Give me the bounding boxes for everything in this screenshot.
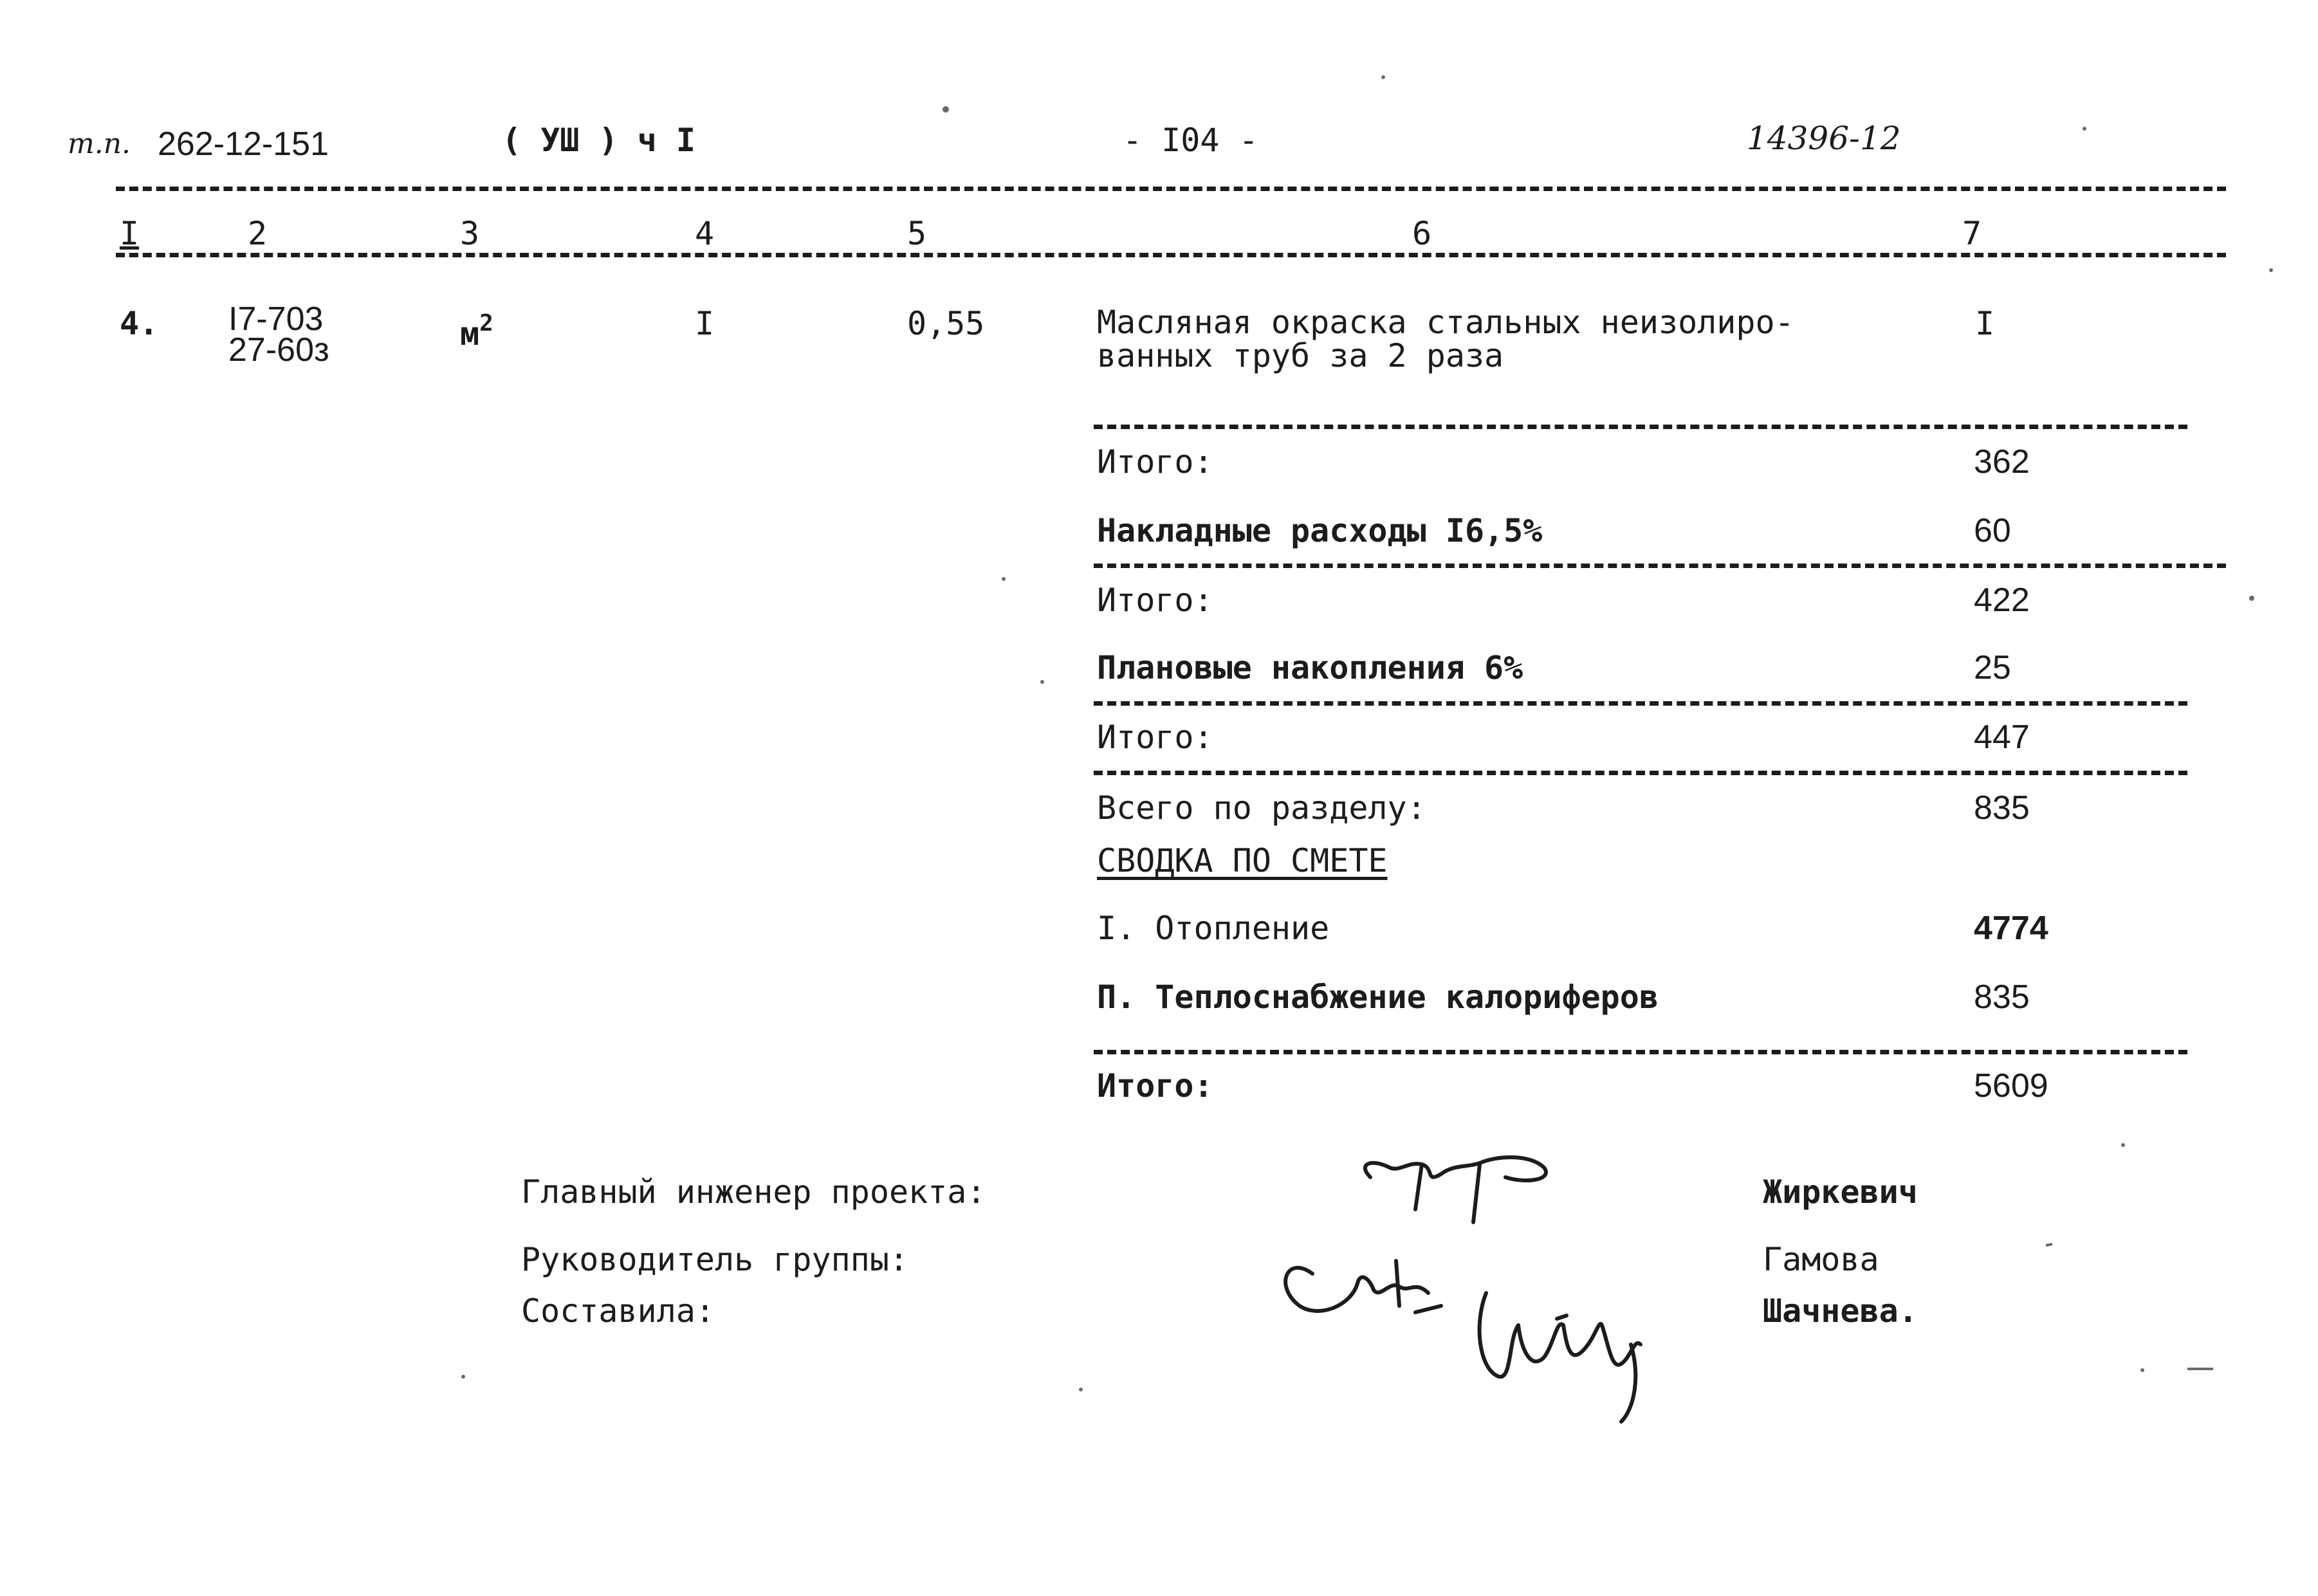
summary-rule-4 — [1094, 771, 2187, 775]
grand-total-label: Итого: — [1097, 1067, 1213, 1105]
subtotal-label-2: Итого: — [1097, 582, 1213, 619]
row-number: 4. — [120, 305, 159, 342]
column-rule — [116, 253, 2226, 257]
overhead-label: Накладные расходы I6,5% — [1097, 512, 1543, 549]
svodka-rule — [1094, 1050, 2187, 1054]
row-price: 0,55 — [907, 305, 985, 342]
project-code: 262-12-151 — [158, 125, 329, 163]
summary-rule-3 — [1094, 701, 2187, 706]
svodka-item-heaters-label: П. Теплоснабжение калориферов — [1097, 978, 1659, 1016]
compiler-role: Составила: — [521, 1292, 715, 1330]
chief-engineer-role: Главный инженер проекта: — [521, 1173, 986, 1211]
section-total-value: 835 — [1974, 789, 2030, 827]
planned-savings-value: 25 — [1974, 649, 2011, 686]
prefix-label: т.п. — [68, 127, 131, 160]
row-quantity: I — [695, 305, 715, 342]
row-description-2: ванных труб за 2 раза — [1097, 337, 1504, 374]
subtotal-value-1: 362 — [1974, 443, 2030, 481]
row-unit: $м^2$ — [460, 310, 493, 353]
page-number: - I04 - — [1123, 122, 1258, 159]
subtotal-label-3: Итого: — [1097, 719, 1213, 756]
overhead-value: 60 — [1974, 512, 2011, 549]
volume-label: ( УШ ) ч I — [502, 122, 696, 159]
handwritten-signatures — [1261, 1132, 1686, 1441]
row-total: I — [1975, 305, 1995, 342]
col-1-number: I — [120, 215, 140, 252]
group-leader-name: Гамова — [1763, 1241, 1879, 1278]
col-2-number: 2 — [248, 215, 268, 252]
svodka-item-heaters-value: 835 — [1974, 978, 2030, 1016]
group-leader-role: Руководитель группы: — [521, 1241, 909, 1278]
compiler-name: Шачнева. — [1763, 1292, 1918, 1330]
sheet-code: 14396-12 — [1747, 120, 1901, 157]
header-rule — [116, 187, 2226, 191]
col-5-number: 5 — [907, 215, 927, 252]
subtotal-value-2: 422 — [1974, 582, 2030, 619]
row-code-1: I7-703 — [228, 300, 324, 338]
summary-rule-2 — [1094, 564, 2226, 568]
col-3-number: 3 — [460, 215, 480, 252]
chief-engineer-name: Жиркевич — [1763, 1173, 1918, 1211]
planned-savings-label: Плановые накопления 6% — [1097, 649, 1523, 686]
svodka-item-heating-value: 4774 — [1974, 910, 2048, 947]
row-description-1: Масляная окраска стальных неизолиро- — [1097, 304, 1794, 341]
section-total-label: Всего по разделу: — [1097, 789, 1426, 827]
col-6-number: 6 — [1412, 215, 1432, 252]
row-code-2: 27-60з — [228, 331, 329, 369]
grand-total-value: 5609 — [1974, 1067, 2048, 1105]
svodka-title: СВОДКА ПО СМЕТЕ — [1097, 842, 1388, 879]
subtotal-label-1: Итого: — [1097, 443, 1213, 481]
subtotal-value-3: 447 — [1974, 719, 2030, 756]
col-4-number: 4 — [695, 215, 715, 252]
svodka-item-heating-label: I. Отопление — [1097, 910, 1330, 947]
summary-rule-1 — [1094, 425, 2187, 429]
col-7-number: 7 — [1962, 215, 1982, 252]
